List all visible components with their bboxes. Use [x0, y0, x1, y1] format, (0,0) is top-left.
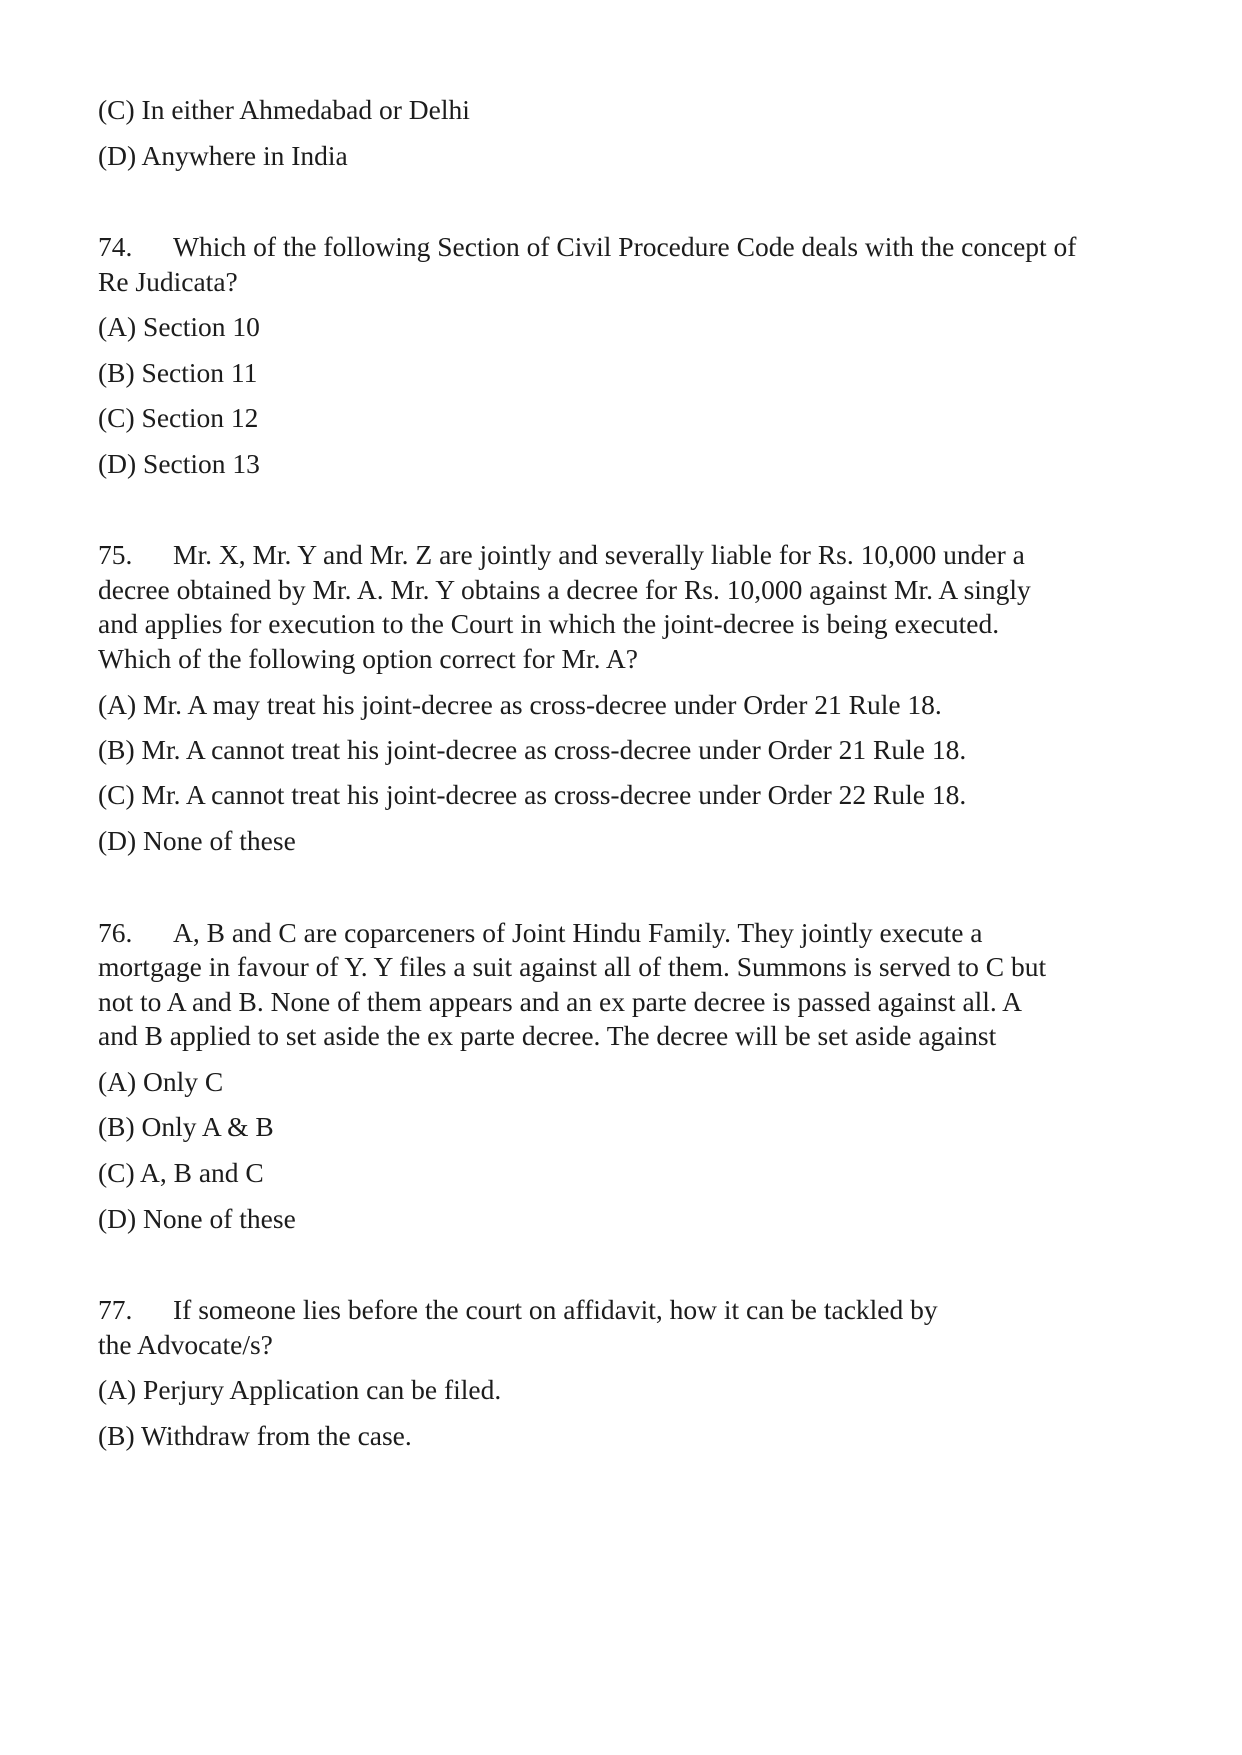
question-number: 74.	[98, 231, 133, 262]
question-text: decree obtained by Mr. A. Mr. Y obtains a decree for Rs. 10,000 against Mr. A singly	[98, 574, 1031, 605]
option-item: (B) Mr. A cannot treat his joint-decree as cross-decree under Order 21 Rule 18.	[98, 734, 967, 765]
question-text: the Advocate/s?	[98, 1329, 273, 1360]
question-76-stem-line	[98, 919, 983, 947]
question-text: and applies for execution to the Court in which the joint-decree is being executed.	[98, 608, 1000, 639]
option-item: (A) Mr. A may treat his joint-decree as cross-decree under Order 21 Rule 18.	[98, 689, 942, 720]
question-text: If someone lies before the court on affidavit, how it can be tackled by	[173, 1294, 938, 1325]
option-item: (B) Withdraw from the case.	[98, 1420, 412, 1451]
option-item: (A) Only C	[98, 1066, 224, 1097]
question-text: A, B and C are coparceners of Joint Hindu Family. They jointly execute a	[173, 917, 983, 948]
carryover-option: (D) Anywhere in India	[98, 140, 348, 171]
option-item: (B) Only A & B	[98, 1111, 274, 1142]
option-item: (A) Perjury Application can be filed.	[98, 1374, 502, 1405]
option-item: (B) Section 11	[98, 357, 258, 388]
option-item: (D) None of these	[98, 1203, 296, 1234]
option-item: (C) Mr. A cannot treat his joint-decree as cross-decree under Order 22 Rule 18.	[98, 779, 967, 810]
question-75-stem-line	[98, 541, 1025, 569]
option-item: (C) Section 12	[98, 402, 259, 433]
question-number: 75.	[98, 539, 133, 570]
carryover-option: (C) In either Ahmedabad or Delhi	[98, 94, 470, 125]
question-text: mortgage in favour of Y. Y files a suit against all of them. Summons is served to C but	[98, 951, 1047, 982]
question-text: Re Judicata?	[98, 266, 238, 297]
question-text: not to A and B. None of them appears and an ex parte decree is passed against all. A	[98, 986, 1023, 1017]
question-74-stem-line	[98, 233, 1076, 261]
question-text: and B applied to set aside the ex parte decree. The decree will be set aside against	[98, 1020, 997, 1051]
option-item: (D) Section 13	[98, 448, 260, 479]
option-item: (A) Section 10	[98, 311, 260, 342]
option-item: (C) A, B and C	[98, 1157, 264, 1188]
option-item: (D) None of these	[98, 825, 296, 856]
question-text: Which of the following option correct for Mr. A?	[98, 643, 638, 674]
question-number: 77.	[98, 1294, 133, 1325]
question-77-stem-line	[98, 1296, 938, 1324]
question-text: Which of the following Section of Civil Procedure Code deals with the concept of	[173, 231, 1077, 262]
question-text: Mr. X, Mr. Y and Mr. Z are jointly and severally liable for Rs. 10,000 under a	[173, 539, 1025, 570]
question-number: 76.	[98, 917, 133, 948]
